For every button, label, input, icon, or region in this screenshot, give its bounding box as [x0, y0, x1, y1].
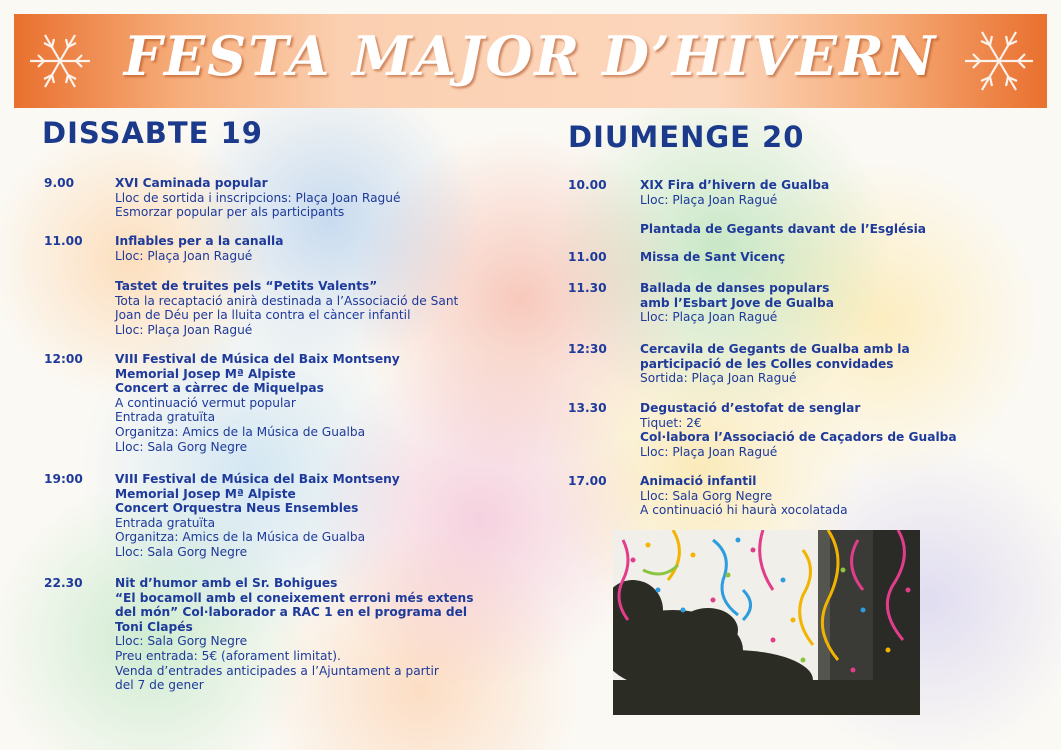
event-line: Lloc: Sala Gorg Negre [115, 634, 248, 649]
event-line: Lloc: Plaça Joan Ragué [640, 444, 778, 459]
event-details [640, 222, 926, 237]
event-details [115, 234, 283, 263]
event-line: Lloc: Plaça Joan Ragué [115, 248, 253, 263]
event-line: Concert a càrrec de Miquelpas [115, 381, 324, 396]
event-line: Plantada de Gegants davant de l’Església [640, 222, 927, 236]
event-line: Entrada gratuïta [115, 410, 216, 425]
event-details [640, 178, 829, 207]
event-line: del 7 de gener [115, 678, 204, 693]
event-line: A continuació hi haurà xocolatada [640, 503, 848, 518]
event-line: Esmorzar popular per als participants [115, 205, 345, 220]
event-details [640, 342, 910, 386]
event-line: Cercavila de Gegants de Gualba amb la [640, 342, 910, 356]
event-details [640, 401, 957, 459]
event-line: Organitza: Amics de la Música de Gualba [115, 424, 366, 439]
event-line: XIX Fira d’hivern de Gualba [640, 178, 830, 192]
event-details [640, 281, 834, 325]
event-time: 12:00 [44, 352, 83, 366]
festival-photo [613, 530, 920, 715]
event-line: Concert Orquestra Neus Ensembles [115, 501, 359, 516]
event-time: 11.00 [568, 250, 607, 264]
event-line: participació de les Colles convidades [640, 356, 894, 371]
event-line: Lloc: Plaça Joan Ragué [640, 310, 778, 325]
event-line: del món” Col·laborador a RAC 1 en el programa del [115, 605, 468, 620]
event-line: Degustació d’estofat de senglar [640, 401, 861, 415]
event-time: 19:00 [44, 472, 83, 486]
event-line: Lloc de sortida i inscripcions: Plaça Joan Ragué [115, 190, 401, 205]
event-line: Inflables per a la canalla [115, 234, 284, 248]
event-line: Col·labora l’Associació de Caçadors de Gualba [640, 430, 957, 445]
event-line: Entrada gratuïta [115, 515, 216, 530]
event-details [640, 250, 785, 265]
event-line: Toni Clapés [115, 619, 193, 634]
sunday-heading: DIUMENGE 20 [568, 120, 805, 154]
event-line: Preu entrada: 5€ (aforament limitat). [115, 648, 341, 663]
event-line: Tastet de truites pels “Petits Valents” [115, 279, 378, 293]
event-line: Venda d’entrades anticipades a l’Ajuntament a partir [115, 663, 439, 678]
event-line: Memorial Josep Mª Alpiste [115, 366, 296, 381]
event-line: Nit d’humor amb el Sr. Bohigues [115, 576, 338, 590]
saturday-heading: DISSABTE 19 [42, 116, 263, 150]
event-line: Lloc: Sala Gorg Negre [115, 439, 248, 454]
event-line: XVI Caminada popular [115, 176, 268, 190]
event-details [115, 576, 473, 693]
title-banner [14, 14, 1047, 108]
event-time: 9.00 [44, 176, 75, 190]
event-time: 17.00 [568, 474, 607, 488]
event-line: Lloc: Sala Gorg Negre [115, 544, 248, 559]
poster-title: FESTA MAJOR D’HIVERN [123, 24, 938, 88]
event-details [115, 472, 400, 560]
event-time: 10.00 [568, 178, 607, 192]
event-line: Memorial Josep Mª Alpiste [115, 486, 296, 501]
tower-confetti-image [613, 530, 920, 715]
event-details [640, 474, 848, 518]
event-line: VIII Festival de Música del Baix Montseny [115, 472, 400, 486]
event-line: Tiquet: 2€ [640, 415, 702, 430]
event-line: Tota la recaptació anirà destinada a l’Associació de Sant [115, 293, 459, 308]
event-time: 12:30 [568, 342, 607, 356]
event-line: Missa de Sant Vicenç [640, 250, 786, 264]
event-line: “El bocamoll amb el coneixement erroni més extens [115, 590, 474, 605]
event-line: Sortida: Plaça Joan Ragué [640, 371, 797, 386]
event-line: VIII Festival de Música del Baix Montseny [115, 352, 400, 366]
event-line: A continuació vermut popular [115, 395, 296, 410]
event-line: Lloc: Plaça Joan Ragué [115, 322, 253, 337]
event-time: 11.30 [568, 281, 607, 295]
event-details [115, 279, 458, 337]
event-line: Lloc: Plaça Joan Ragué [640, 192, 778, 207]
event-details [115, 352, 400, 454]
event-line: Ballada de danses populars [640, 281, 830, 295]
event-line: Organitza: Amics de la Música de Gualba [115, 530, 366, 545]
event-details [115, 176, 401, 220]
event-line: Lloc: Sala Gorg Negre [640, 488, 773, 503]
event-line: Joan de Déu per la lluita contra el càncer infantil [115, 308, 411, 323]
event-line: Animació infantil [640, 474, 757, 488]
event-time: 13.30 [568, 401, 607, 415]
event-time: 22.30 [44, 576, 83, 590]
event-time: 11.00 [44, 234, 83, 248]
event-line: amb l’Esbart Jove de Gualba [640, 295, 834, 310]
